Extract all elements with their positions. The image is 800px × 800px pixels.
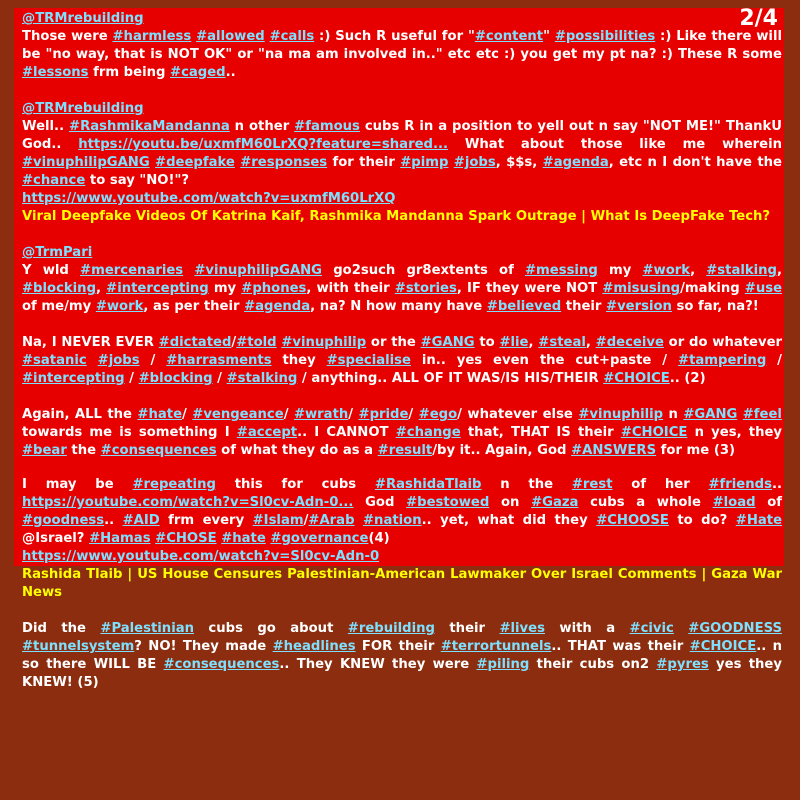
hashtag-link[interactable]: #CHOSE (155, 531, 217, 546)
hashtag-link[interactable]: #intercepting (106, 281, 209, 296)
text-run: their (561, 299, 607, 314)
text-run: their (434, 621, 500, 636)
hashtag-link[interactable]: #misusing (602, 281, 681, 296)
hashtag-link[interactable]: #possibilities (554, 29, 656, 44)
hashtag-link[interactable]: #blocking (138, 371, 213, 386)
text-run: , (690, 263, 707, 278)
hashtag-link[interactable]: #nation (363, 513, 422, 528)
text-run: they (271, 353, 327, 368)
text-run: this for cubs (215, 477, 375, 492)
text-run: , etc n I don't have the (608, 155, 782, 170)
hashtag-link[interactable]: #piling (476, 657, 530, 672)
youtube-link[interactable]: https://www.youtube.com/watch?v=uxmfM60LrXQ (22, 191, 396, 206)
hashtag-link[interactable]: #pyres (656, 657, 709, 672)
hashtag-link[interactable]: #blocking (22, 281, 97, 296)
hashtag-link[interactable]: #satanic (22, 353, 87, 368)
hashtag-link[interactable]: #Hamas (89, 531, 151, 546)
hashtag-link[interactable]: #hate (137, 407, 183, 422)
hashtag-link[interactable]: #RashmikaMandanna (69, 119, 230, 134)
text-run: cubs go about (194, 621, 348, 636)
hashtag-link[interactable]: #vinuphilipGANG (22, 155, 150, 170)
tweet-block (22, 334, 782, 388)
text-run: my (208, 281, 242, 296)
text-run: / (303, 513, 309, 528)
hashtag-link[interactable]: #Hate (735, 513, 783, 528)
hashtag-link[interactable]: #deceive (595, 335, 664, 350)
text-run: Again, ALL the (22, 407, 138, 422)
hashtag-link[interactable]: #stalking (706, 263, 777, 278)
hashtag-link[interactable]: #bear (22, 443, 67, 458)
text-run: / (408, 407, 419, 422)
text-run: , with their (306, 281, 395, 296)
tweet-block (22, 10, 782, 82)
hashtag-link[interactable]: #allowed (196, 29, 265, 44)
text-run: , as per their (143, 299, 245, 314)
hashtag-link[interactable]: #goodness (22, 513, 105, 528)
text-run: Well.. (22, 119, 70, 134)
hashtag-link[interactable]: #Islam (252, 513, 304, 528)
hashtag-link[interactable]: #ego (418, 407, 458, 422)
text-run (87, 353, 98, 368)
text-run: , (96, 281, 107, 296)
text-run: frm being (88, 65, 171, 80)
hashtag-link[interactable]: #result (377, 443, 433, 458)
video-title: Viral Deepfake Videos Of Katrina Kaif, Rashmika Mandanna Spark Outrage | What Is DeepFake Tech? (22, 209, 771, 224)
tweet-block (22, 100, 782, 226)
text-run: of (755, 495, 782, 510)
hashtag-link[interactable]: #tampering (678, 353, 767, 368)
text-run: yes they KNEW! (5) (22, 657, 782, 690)
url-link[interactable]: https://youtu.be/uxmfM60LrXQ?feature=shared... (78, 137, 448, 152)
hashtag-link[interactable]: #dictated (158, 335, 232, 350)
text-run: (4) (368, 531, 390, 546)
text-run: @Israel? (22, 531, 90, 546)
hashtag-link[interactable]: #GANG (420, 335, 475, 350)
user-handle-link[interactable]: @TRMrebuilding (22, 101, 144, 116)
text-run: / (124, 371, 139, 386)
hashtag-link[interactable]: #governance (270, 531, 369, 546)
hashtag-link[interactable]: #stories (394, 281, 457, 296)
post-content (22, 10, 782, 692)
user-handle-link[interactable]: @TrmPari (22, 245, 93, 260)
tweet-text (22, 28, 782, 82)
hashtag-link[interactable]: #messing (525, 263, 598, 278)
text-run: ? NO! They made (134, 639, 273, 654)
hashtag-link[interactable]: #terrortunnels (440, 639, 552, 654)
hashtag-link[interactable]: #version (606, 299, 672, 314)
hashtag-link[interactable]: #CHOICE (689, 639, 757, 654)
text-run: /making (680, 281, 745, 296)
text-run: for their (327, 155, 401, 170)
text-run: n (663, 407, 684, 422)
text-run: Did the (22, 621, 101, 636)
text-run: / anything.. ALL OF IT WAS/IS HIS/THEIR (297, 371, 604, 386)
hashtag-link[interactable]: #hate (221, 531, 266, 546)
hashtag-link[interactable]: #vinuphilip (281, 335, 367, 350)
hashtag-link[interactable]: #deepfake (155, 155, 235, 170)
text-run: n other (229, 119, 295, 134)
hashtag-link[interactable]: #agenda (542, 155, 609, 170)
text-run: n the (481, 477, 572, 492)
hashtag-link[interactable]: #CHOICE (620, 425, 688, 440)
video-title: Rashida Tlaib | US House Censures Palestinian-American Lawmaker Over Israel Comments | Gaza War News (22, 567, 782, 600)
text-run: or the (366, 335, 421, 350)
tweet-block (22, 620, 782, 692)
text-run (674, 621, 688, 636)
hashtag-link[interactable]: #vinuphilipGANG (194, 263, 323, 278)
hashtag-link[interactable]: #repeating (132, 477, 216, 492)
hashtag-link[interactable]: #rebuilding (347, 621, 435, 636)
tweet-text (22, 334, 782, 388)
text-run: to (474, 335, 500, 350)
text-run: or do whatever (663, 335, 783, 350)
hashtag-link[interactable]: #GANG (683, 407, 738, 422)
text-run: to say "NO!"? (85, 173, 190, 188)
text-run: Na, I NEVER EVER (22, 335, 159, 350)
hashtag-link[interactable]: #lie (499, 335, 529, 350)
hashtag-link[interactable]: #harrasments (166, 353, 272, 368)
text-run: .. (104, 513, 123, 528)
tweet-block (22, 244, 782, 316)
text-run: .. (2) (669, 371, 706, 386)
text-run: so far, na?! (671, 299, 759, 314)
text-run: frm every (159, 513, 253, 528)
hashtag-link[interactable]: #calls (269, 29, 315, 44)
text-run: / (283, 407, 294, 422)
text-run: FOR their (355, 639, 441, 654)
text-run: :) Such R useful for " (314, 29, 475, 44)
hashtag-link[interactable]: #friends (708, 477, 772, 492)
text-run: of me/my (22, 299, 96, 314)
text-run: / (348, 407, 359, 422)
text-run: for me (3) (656, 443, 736, 458)
hashtag-link[interactable]: #use (744, 281, 783, 296)
text-run (183, 263, 194, 278)
text-run: .. I CANNOT (297, 425, 396, 440)
text-run: on (489, 495, 532, 510)
hashtag-link[interactable]: #GOODNESS (688, 621, 782, 636)
youtube-link[interactable]: https://www.youtube.com/watch?v=Sl0cv-Adn-0 (22, 549, 380, 564)
text-run: cubs a whole (578, 495, 713, 510)
text-run: .. They KNEW they were (279, 657, 477, 672)
text-run: my (597, 263, 643, 278)
user-handle-link[interactable]: @TRMrebuilding (22, 11, 144, 26)
hashtag-link[interactable]: #change (395, 425, 461, 440)
text-run: their cubs on2 (529, 657, 657, 672)
hashtag-link[interactable]: #stalking (226, 371, 298, 386)
hashtag-link[interactable]: #told (236, 335, 277, 350)
text-run: , IF they were NOT (456, 281, 603, 296)
tweet-block (22, 476, 782, 602)
tweet-text (22, 262, 782, 316)
hashtag-link[interactable]: #content (474, 29, 544, 44)
hashtag-link[interactable]: #Arab (308, 513, 355, 528)
text-run: .. yet, what did they (421, 513, 597, 528)
hashtag-link[interactable]: #agenda (244, 299, 311, 314)
hashtag-link[interactable]: #AID (122, 513, 160, 528)
text-run: n yes, they (687, 425, 782, 440)
text-run: I may be (22, 477, 133, 492)
text-run: with a (544, 621, 630, 636)
text-run: cubs R in a position to yell out n say "NOT ME!" ThankU God.. (22, 119, 783, 152)
page-indicator: 2/4 (739, 6, 778, 31)
hashtag-link[interactable]: #intercepting (22, 371, 125, 386)
text-run: .. THAT was their (551, 639, 690, 654)
hashtag-link[interactable]: #work (95, 299, 144, 314)
hashtag-link[interactable]: #harmless (112, 29, 192, 44)
hashtag-link[interactable]: #tunnelsystem (22, 639, 135, 654)
hashtag-link[interactable]: #ANSWERS (571, 443, 657, 458)
hashtag-link[interactable]: #believed (486, 299, 562, 314)
text-run: .. n so there WILL BE (22, 639, 783, 672)
tweet-text (22, 406, 782, 460)
hashtag-link[interactable]: #feel (742, 407, 782, 422)
text-run: .. (225, 65, 236, 80)
tweet-block (22, 406, 782, 460)
hashtag-link[interactable]: #lessons (22, 65, 89, 80)
text-run: , (528, 335, 539, 350)
hashtag-link[interactable]: #caged (170, 65, 226, 80)
text-run: Y wld (22, 263, 81, 278)
text-run: that, THAT IS their (460, 425, 621, 440)
hashtag-link[interactable]: #pimp (400, 155, 449, 170)
hashtag-link[interactable]: #steal (538, 335, 586, 350)
text-run: , na? N how many have (310, 299, 487, 314)
hashtag-link[interactable]: #Gaza (531, 495, 579, 510)
text-run: / (139, 353, 167, 368)
hashtag-link[interactable]: #CHOICE (603, 371, 670, 386)
text-run: " (543, 29, 555, 44)
text-run: go2such gr8extents of (322, 263, 525, 278)
text-run: , $$s, (495, 155, 543, 170)
text-run: :) Like there will be "no way, that is NOT OK" or "na ma am involved in.." etc etc :) you get my pt na? :) These R some (22, 29, 782, 62)
text-run: in.. yes even the cut+paste / (410, 353, 679, 368)
hashtag-link[interactable]: #chance (22, 173, 86, 188)
hashtag-link[interactable]: #civic (629, 621, 674, 636)
hashtag-link[interactable]: #CHOOSE (596, 513, 669, 528)
hashtag-link[interactable]: #phones (241, 281, 307, 296)
text-run (355, 513, 363, 528)
text-run: / (231, 335, 237, 350)
tweet-text (22, 118, 782, 190)
tweet-text (22, 476, 782, 548)
text-run: God (353, 495, 407, 510)
hashtag-link[interactable]: #jobs (453, 155, 496, 170)
url-link[interactable]: https://youtube.com/watch?v=Sl0cv-Adn-0... (22, 495, 354, 510)
hashtag-link[interactable]: #bestowed (406, 495, 490, 510)
hashtag-link[interactable]: #specialise (326, 353, 411, 368)
hashtag-link[interactable]: #pride (358, 407, 409, 422)
text-run: / (766, 353, 782, 368)
text-run: / (182, 407, 193, 422)
hashtag-link[interactable]: #rest (571, 477, 613, 492)
text-run: towards me is something I (22, 425, 237, 440)
text-run: / whatever else (457, 407, 579, 422)
hashtag-link[interactable]: #consequences (100, 443, 217, 458)
hashtag-link[interactable]: #vinuphilip (578, 407, 664, 422)
text-run: What about those like me wherein (447, 137, 783, 152)
text-run: .. (771, 477, 782, 492)
hashtag-link[interactable]: #RashidaTlaib (374, 477, 482, 492)
text-run: of what they do as a (216, 443, 378, 458)
hashtag-link[interactable]: #headlines (272, 639, 356, 654)
hashtag-link[interactable]: #mercenaries (80, 263, 184, 278)
hashtag-link[interactable]: #famous (294, 119, 360, 134)
hashtag-link[interactable]: #load (712, 495, 756, 510)
hashtag-link[interactable]: #responses (240, 155, 328, 170)
hashtag-link[interactable]: #consequences (163, 657, 280, 672)
text-run: the (66, 443, 101, 458)
text-run: / (212, 371, 227, 386)
hashtag-link[interactable]: #jobs (97, 353, 140, 368)
hashtag-link[interactable]: #vengeance (192, 407, 284, 422)
hashtag-link[interactable]: #Palestinian (100, 621, 194, 636)
hashtag-link[interactable]: #accept (236, 425, 298, 440)
text-run: of her (612, 477, 709, 492)
hashtag-link[interactable]: #work (642, 263, 691, 278)
text-run: , (777, 263, 783, 278)
text-run: to do? (668, 513, 736, 528)
text-run: /by it.. Again, God (432, 443, 572, 458)
hashtag-link[interactable]: #wrath (293, 407, 349, 422)
text-run: , (585, 335, 596, 350)
hashtag-link[interactable]: #lives (499, 621, 545, 636)
tweet-text (22, 620, 782, 692)
text-run: Those were (22, 29, 113, 44)
